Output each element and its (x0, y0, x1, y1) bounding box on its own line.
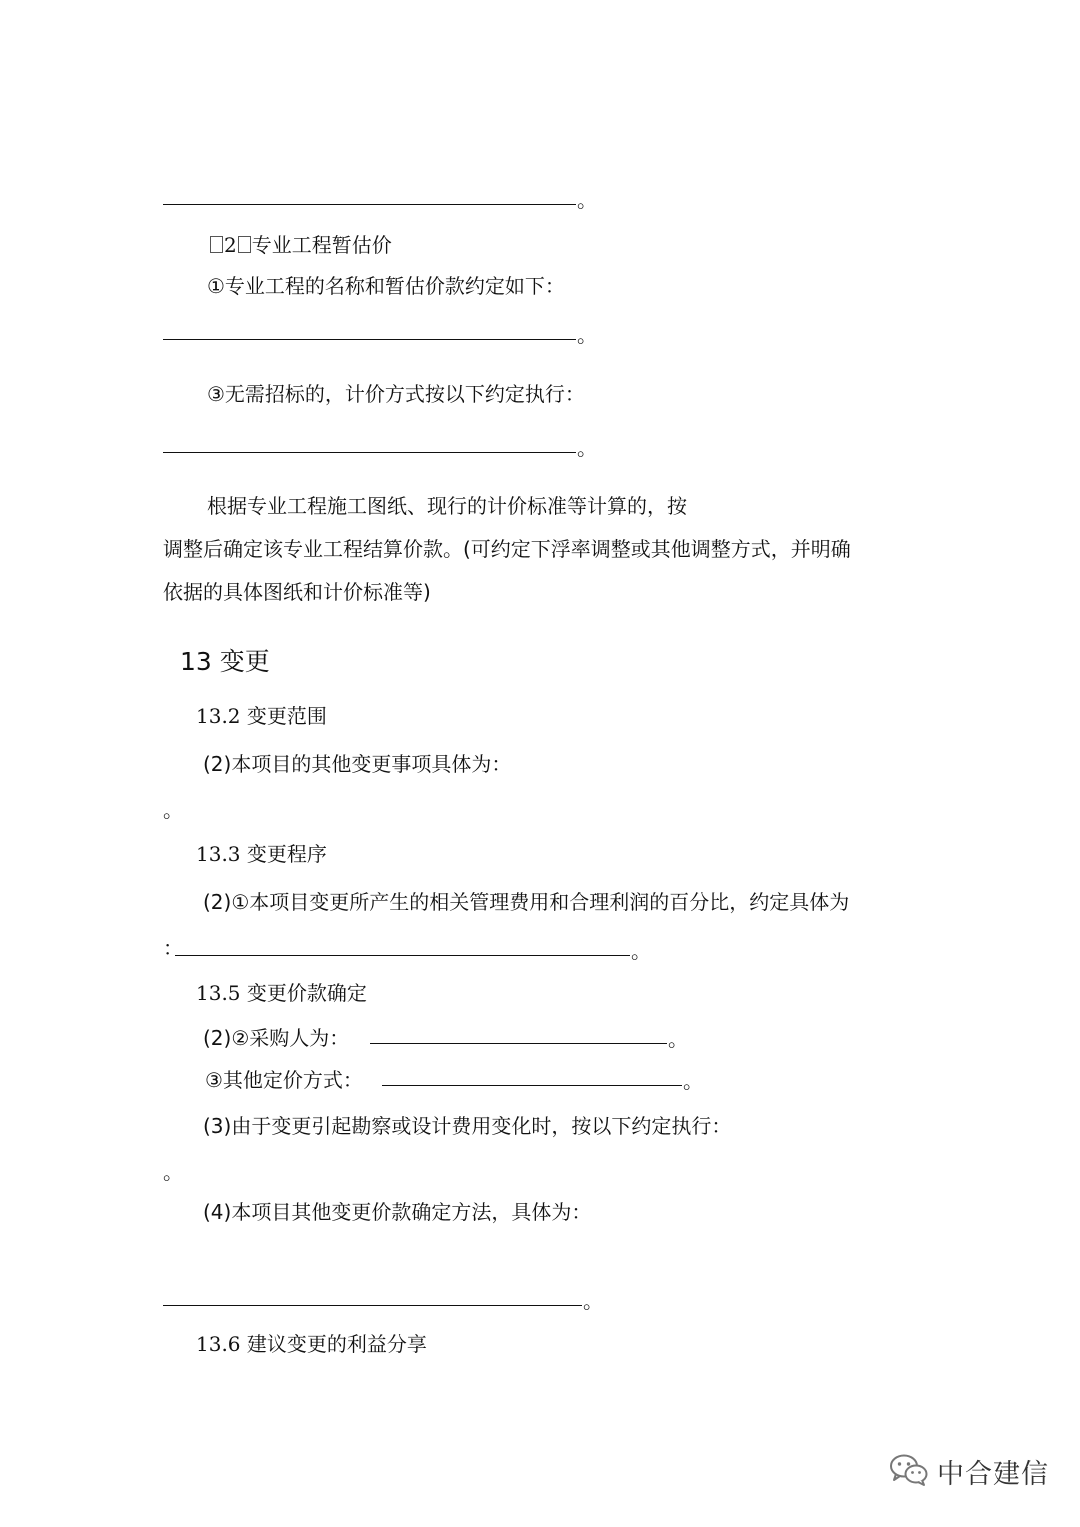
section-13-3-heading: 13.3 变更程序 (196, 842, 327, 866)
period-mark: 。 (631, 939, 651, 963)
period-mark: 。 (583, 1289, 603, 1313)
item-2-heading: 2 专业工程暂估价 (209, 231, 392, 259)
fill-blank (175, 955, 630, 956)
wechat-icon (889, 1453, 929, 1491)
period-mark: 。 (577, 436, 597, 460)
period-mark: 。 (577, 323, 597, 347)
section-13-6-heading: 13.6 建议变更的利益分享 (196, 1332, 427, 1356)
section-13-5-item-4: (4)本项目其他变更价款确定方法，具体为： (203, 1200, 592, 1224)
fill-blank (370, 1043, 667, 1044)
fill-blank (382, 1085, 682, 1086)
paragraph-line-1: 根据专业工程施工图纸、现行的计价标准等计算的，按 (207, 494, 687, 518)
period-mark: 。 (577, 188, 597, 212)
fill-blank (163, 452, 576, 453)
watermark-text: 中合建信 (937, 1459, 1049, 1490)
paragraph-line-3: 依据的具体图纸和计价标准等) (163, 580, 431, 604)
period-mark: 。 (668, 1027, 688, 1051)
missing-glyph-box (210, 236, 223, 253)
fill-blank (163, 204, 576, 205)
watermark (889, 1452, 1049, 1491)
section-13-title: 13 变更 (180, 647, 270, 676)
section-13-5-item-2: (2)②采购人为： (203, 1026, 350, 1050)
period-mark: 。 (163, 1160, 183, 1184)
section-13-5-item-3b: (3)由于变更引起勘察或设计费用变化时，按以下约定执行： (203, 1114, 732, 1138)
period-mark: 。 (683, 1069, 703, 1093)
period-mark: 。 (163, 798, 183, 822)
section-13-2-item: (2)本项目的其他变更事项具体为： (203, 752, 512, 776)
section-13-5-heading: 13.5 变更价款确定 (196, 981, 367, 1005)
colon-mark: ： (163, 936, 183, 960)
section-13-3-item: (2)①本项目变更所产生的相关管理费用和合理利润的百分比，约定具体为 (203, 890, 850, 914)
fill-blank (163, 1305, 582, 1306)
item-2-1-text: ①专业工程的名称和暂估价款约定如下： (207, 274, 565, 298)
item-2-3-text: ③无需招标的，计价方式按以下约定执行： (207, 382, 585, 406)
section-13-2-heading: 13.2 变更范围 (196, 704, 327, 728)
missing-glyph-box (238, 236, 251, 253)
fill-blank (163, 339, 576, 340)
section-13-5-item-3: ③其他定价方式： (205, 1068, 363, 1092)
paragraph-line-2: 调整后确定该专业工程结算价款。(可约定下浮率调整或其他调整方式，并明确 (163, 537, 851, 561)
